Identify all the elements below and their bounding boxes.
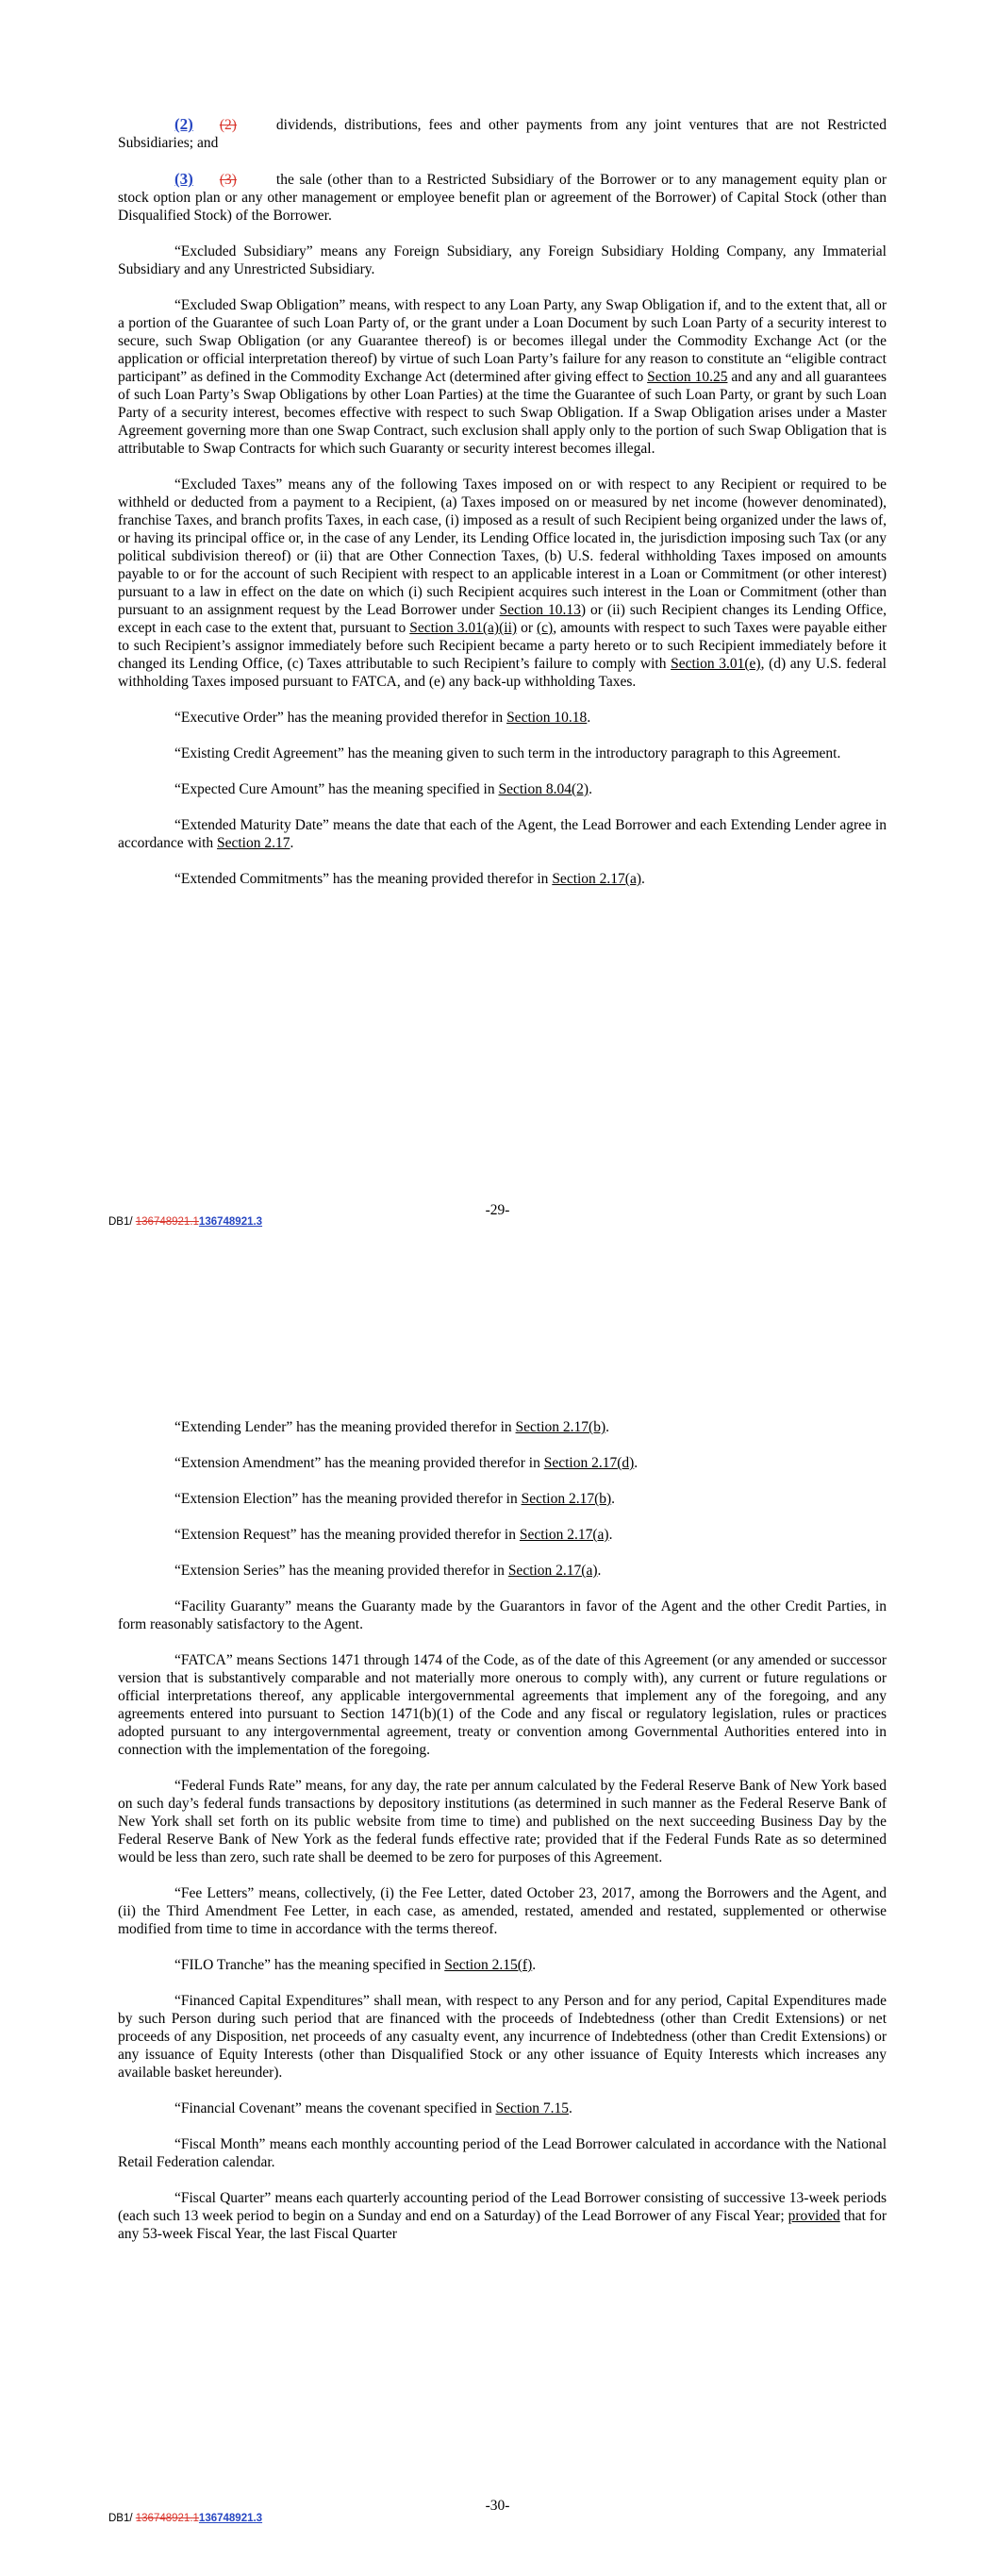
definition-excluded-swap-obligation [118, 296, 887, 458]
section-ref: Section 2.15(f) [444, 1957, 533, 1973]
section-ref: (c) [537, 620, 554, 636]
text: “Executive Order” has the meaning provided therefor in [174, 710, 507, 726]
section-ref: Section 2.17(a) [507, 1563, 598, 1579]
text: “Financial Covenant” means the covenant specified in [174, 2100, 496, 2116]
text: “Extending Lender” has the meaning provided therefor in [174, 1419, 516, 1435]
section-ref: Section 2.17 [217, 835, 290, 851]
definition-extended-maturity-date [118, 816, 887, 852]
definition-excluded-subsidiary: “Excluded Subsidiary” means any Foreign Subsidiary, any Foreign Subsidiary Holding Company, any Immaterial Subsidiary and any Unrestricted Subsidiary. [118, 243, 887, 277]
definition-fatca: “FATCA” means Sections 1471 through 1474 of the Code, as of the date of this Agreement (or any amended or successor version that is substantively comparable and not materially more onerous to comply with), any current or future regulations or official interpretations thereof, any applicable intergovernmental agreements that implement any of the foregoing, and any agreements entered into pursuant to Section 1471(b)(1) of the Code and any fiscal or regulatory legislation, rules or practices adopted pursuant to any intergovernmental agreement, treaty or convention among Governmental Authorities entered into in connection with the implementation of the foregoing. [118, 1652, 887, 1758]
definition-facility-guaranty: “Facility Guaranty” means the Guaranty made by the Guarantors in favor of the Agent and the other Credit Parties, in form reasonably satisfactory to the Agent. [118, 1598, 887, 1632]
text: . [611, 1491, 616, 1507]
definition-financed-capital-expenditures: “Financed Capital Expenditures” shall mean, with respect to any Person and for any period, Capital Expenditures made by such Person during such period that are financed with the proceeds of Indebtedness (other than Credit Extensions) or net proceeds of any Disposition, net proceeds of any casualty event, any incurrence of Indebtedness (other than Credit Extensions) or any issuance of Equity Interests (other than Disqualified Stock or any other issuance of Equity Interests which increases any available basket hereunder). [118, 1993, 887, 2081]
clause-text: dividends, distributions, fees and other payments from any joint ventures that are not Restricted Subsidiaries; and [118, 117, 887, 151]
text: or [517, 620, 538, 636]
text: “Extended Commitments” has the meaning provided therefor in [174, 871, 553, 887]
definition-executive-order [118, 709, 887, 727]
section-ref: Section 2.17(d) [543, 1455, 635, 1471]
deleted-doc-id: 136748921.1 [135, 2513, 199, 2524]
section-ref: Section 3.01(a)(ii) [409, 620, 518, 636]
definition-extension-election [118, 1490, 887, 1508]
deleted-number: (3) [219, 172, 237, 188]
definition-extension-series [118, 1562, 887, 1580]
text: . [608, 1527, 613, 1543]
text: . [605, 1419, 609, 1435]
inserted-number: (3) [174, 170, 193, 188]
section-ref: Section 2.17(a) [552, 871, 642, 887]
deleted-number: (2) [219, 117, 237, 133]
proviso-term: provided [788, 2208, 840, 2224]
doc-id-prefix: DB1/ [108, 1216, 136, 1228]
text: . [290, 835, 294, 851]
clause-3 [118, 170, 887, 225]
definition-federal-funds-rate: “Federal Funds Rate” means, for any day, the rate per annum calculated by the Federal Reserve Bank of New York based on such day’s federal funds transactions by depository institutions (as determined in such manner as the Federal Reserve Bank of New York shall set forth on its public website from time to time) and published on the next succeeding Business Day by the Federal Reserve Bank of New York as the federal funds effective rate; provided that if the Federal Funds Rate as so determined would be less than zero, such rate shall be deemed to be zero for purposes of this Agreement. [118, 1778, 887, 1865]
page-body [118, 1418, 887, 2261]
text: . [587, 710, 591, 726]
definition-extending-lender [118, 1418, 887, 1436]
section-ref: Section 3.01(e) [671, 656, 761, 672]
definition-excluded-taxes [118, 476, 887, 691]
inserted-doc-id: 136748921.3 [198, 2513, 263, 2524]
text: . [634, 1455, 638, 1471]
definition-fiscal-quarter [118, 2189, 887, 2243]
definition-extended-commitments [118, 870, 887, 888]
definition-expected-cure-amount [118, 780, 887, 798]
text: ) or (ii) such Recipient changes its Lending Office, except in each case to the extent that, pursuant to [118, 602, 887, 636]
section-ref: Section 10.13 [499, 602, 581, 618]
text: . [532, 1957, 537, 1973]
section-ref: Section 2.17(b) [521, 1491, 612, 1507]
text: , amounts with respect to such Taxes were payable either to such Recipient’s assignor immediately before such Recipient became a party hereto or to such Recipient immediately before it changed its Lending Office, (c) Taxes attributable to such Recipient’s failure to comply with [118, 620, 887, 672]
clause-text: the sale (other than to a Restricted Subsidiary of the Borrower or to any management equity plan or stock option plan or any other management or employee benefit plan or agreement of the Borrower) of Capital Stock (other than Disqualified Stock) of the Borrower. [118, 172, 887, 224]
section-ref: Section 2.17(a) [519, 1527, 609, 1543]
inserted-doc-id: 136748921.3 [198, 1216, 263, 1228]
definition-filo-tranche [118, 1956, 887, 1974]
text: . [641, 871, 645, 887]
definition-extension-amendment [118, 1454, 887, 1472]
text: . [568, 2100, 572, 2116]
page-body [118, 115, 887, 906]
clause-2 [118, 115, 887, 152]
text: “Extension Series” has the meaning provided therefor in [174, 1563, 508, 1579]
section-ref: Section 8.04(2) [498, 781, 589, 797]
inserted-number: (2) [174, 115, 193, 133]
definition-existing-credit-agreement: “Existing Credit Agreement” has the meaning given to such term in the introductory paragraph to this Agreement. [174, 745, 841, 761]
section-ref: Section 2.17(b) [515, 1419, 606, 1435]
definition-fee-letters: “Fee Letters” means, collectively, (i) the Fee Letter, dated October 23, 2017, among the Borrowers and the Agent, and (ii) the Third Amendment Fee Letter, in each case, as amended, restated, amended and restated, supplemented or otherwise modified from time to time in accordance with the terms thereof. [118, 1885, 887, 1937]
text: “FILO Tranche” has the meaning specified in [174, 1957, 445, 1973]
definition-financial-covenant [118, 2099, 887, 2117]
page-number: -30- [485, 2498, 510, 2514]
doc-id-prefix: DB1/ [108, 2513, 136, 2524]
text: and any and all guarantees of such Loan Party’s Swap Obligations by other Loan Parties) at the time the Guarantee of such Loan Party, or grant by such Loan Party of a security interest, becomes effective with respect to such Swap Obligation. If a Swap Obligation arises under a Master Agreement governing more than one Swap Contract, such exclusion shall apply only to the portion of such Swap Obligation that is attributable to Swap Contracts for which such Guaranty or security interest becomes illegal. [118, 369, 887, 457]
page-number: -29- [485, 1202, 510, 1218]
text: “Excluded Swap Obligation” means, with respect to any Loan Party, any Swap Obligation if, and to the extent that, all or a portion of the Guarantee of such Loan Party of, or the grant under a Loan Document by such Loan Party of a security interest to secure, such Swap Obligation (or any Guarantee thereof) is or becomes illegal under the Commodity Exchange Act (or the application or official interpretation thereof) by virtue of such Loan Party’s failure for any reason to constitute an “eligible contract participant” as defined in the Commodity Exchange Act (determined after giving effect to [118, 297, 887, 385]
text: . [597, 1563, 602, 1579]
text: , (d) any U.S. federal withholding Taxes imposed pursuant to FATCA, and (e) any back-up withholding Taxes. [118, 656, 887, 690]
definition-fiscal-month: “Fiscal Month” means each monthly accounting period of the Lead Borrower calculated in accordance with the National Retail Federation calendar. [118, 2136, 887, 2170]
document-page-30 [0, 1288, 995, 2576]
text: “Extension Request” has the meaning provided therefor in [174, 1527, 520, 1543]
text: “Excluded Taxes” means any of the following Taxes imposed on or with respect to any Recipient or required to be withheld or deducted from a payment to a Recipient, (a) Taxes imposed on or measured by net income (however denominated), franchise Taxes, and branch profits Taxes, in each case, (i) imposed as a result of such Recipient being organized under the laws of, or having its principal office or, in the case of any Lender, its Lending Office located in, the jurisdiction imposing such Tax (or any political subdivision thereof) or (ii) that are Other Connection Taxes, (b) U.S. federal withholding Taxes imposed on amounts payable to or for the account of such Recipient with respect to an applicable interest in a Loan or Commitment (or other interest) pursuant to a law in effect on the date on which (i) such Recipient acquires such interest in the Loan or Commitment (other than pursuant to an assignment request by the Lead Borrower under [118, 477, 887, 618]
text: that for any 53-week Fiscal Year, the last Fiscal Quarter [118, 2208, 887, 2242]
text: “Expected Cure Amount” has the meaning specified in [174, 781, 499, 797]
text: “Extension Election” has the meaning provided therefor in [174, 1491, 522, 1507]
definition-extension-request [118, 1526, 887, 1544]
text: . [589, 781, 592, 797]
text: “Fiscal Quarter” means each quarterly accounting period of the Lead Borrower consisting of successive 13-week periods (each such 13 week period to begin on a Sunday and end on a Saturday) of the Lead Borrower of any Fiscal Year; [118, 2190, 887, 2224]
text: “Extension Amendment” has the meaning provided therefor in [174, 1455, 544, 1471]
section-ref: Section 7.15 [495, 2100, 569, 2116]
section-ref: Section 10.18 [506, 710, 588, 726]
section-ref: Section 10.25 [647, 369, 728, 385]
deleted-doc-id: 136748921.1 [135, 1216, 199, 1228]
text: “Extended Maturity Date” means the date that each of the Agent, the Lead Borrower and each Extending Lender agree in accordance with [118, 817, 887, 851]
